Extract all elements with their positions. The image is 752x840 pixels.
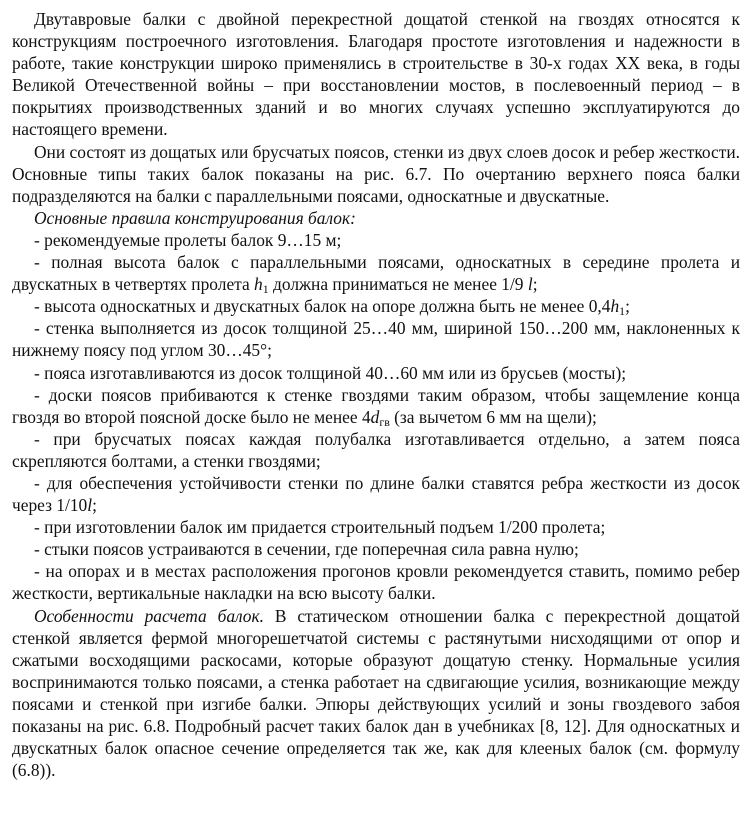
rule-span: - рекомендуемые пролеты балок 9…15 м;: [34, 229, 342, 250]
rule-stiffeners: [12, 472, 740, 516]
rule-support-height-end: ;: [625, 296, 630, 317]
height-symbol-2: h: [610, 296, 620, 317]
rule-full-height-end: ;: [532, 274, 538, 295]
calc-lead: Особенности расчета балок.: [34, 605, 264, 626]
rule-full-height: [12, 251, 740, 295]
rule-supports: - на опорах и в местах расположения прогонов кровли рекомендуется ставить, помимо ребер жесткости, вертикальные накладки на всю высоту балки.: [12, 561, 740, 604]
height-subscript: 1: [262, 282, 269, 297]
rule-nailing: [12, 384, 740, 428]
height-symbol: h: [254, 274, 263, 295]
height-subscript-2: 1: [619, 304, 626, 319]
span-symbol: l: [527, 274, 533, 295]
calc-body: В статическом отношении балка с перекрестной дощатой стенкой является фермой многорешетчатой системы с растянутыми нисходящими от опор и сжатыми восходящими раскосами, которые образуют дощатую стенку. Нормальные усилия воспринимаются только поясами, а стенка работает на сдвигающие усилия, возникающие между поясами и стенкой при изгибе балки. Эпюры действующих усилий и зоны гвоздевого забоя показаны на рис. 6.8. Подробный расчет таких балок дан в учебниках [8, 12]. Для односкатных и двускатных балок опасное сечение определяется так же, как для клееных балок (см. формулу (6.8)).: [12, 605, 740, 781]
rule-nailing-text: - доски поясов прибиваются к стенке гвоздями таким образом, чтобы защемление конца гвоздя во второй поясной доске было не менее 4: [12, 384, 740, 427]
diameter-subscript: гв: [379, 414, 390, 429]
rule-web-boards: - стенка выполняется из досок толщиной 25…40 мм, шириной 150…200 мм, наклоненных к нижнему поясу под углом 30…45°;: [12, 318, 740, 361]
rule-stiffeners-text: - для обеспечения устойчивости стенки по длине балки ставятся ребра жесткости из досок через 1/10: [12, 472, 740, 516]
intro-paragraph-1: Двутавровые балки с двойной перекрестной дощатой стенкой на гвоздях относятся к конструкциям построечного изготовления. Благодаря простоте изготовления и надежности в работе, такие конструкции широко применялись в строительстве в 30-х годах XX века, в годы Великой Отечественной войны – при восстановлении мостов, в послевоенный период – в покрытиях производственных зданий и во многих случаях успешно эксплуатируются до настоящего времени.: [12, 9, 740, 140]
intro-paragraph-2: Они состоят из дощатых или брусчатых поясов, стенки из двух слоев досок и ребер жесткости. Основные типы таких балок показаны на рис. 6.7. По очертанию верхнего пояса балки подразделяются на балки с параллельными поясами, односкатные и двускатные.: [12, 141, 740, 206]
rule-full-height-text: - полная высота балок с параллельными поясами, односкатных в середине пролета и двускатных в четвертях пролета: [12, 252, 740, 295]
rule-chords: - пояса изготавливаются из досок толщиной 40…60 мм или из брусьев (мосты);: [34, 362, 627, 383]
diameter-symbol: d: [370, 406, 380, 427]
span-symbol-2: l: [87, 495, 93, 516]
rule-support-height-text: - высота односкатных и двускатных балок на опоре должна быть не менее 0,4: [34, 296, 611, 317]
calc-paragraph: [12, 605, 740, 782]
rule-half-beams: - при брусчатых поясах каждая полубалка изготавливается отдельно, а затем пояса скрепляются болтами, а стенки гвоздями;: [12, 428, 740, 471]
rule-support-height: [12, 295, 740, 317]
rule-stiffeners-end: ;: [92, 495, 97, 516]
rules-heading: Основные правила конструирования балок:: [34, 207, 356, 228]
rule-camber: - при изготовлении балок им придается строительный подъем 1/200 пролета;: [34, 517, 606, 538]
rule-full-height-text-2: должна приниматься не менее 1/9: [268, 274, 528, 295]
rule-nailing-end: (за вычетом 6 мм на щели);: [389, 406, 597, 427]
rule-splices: - стыки поясов устраиваются в сечении, где поперечная сила равна нулю;: [34, 539, 579, 560]
